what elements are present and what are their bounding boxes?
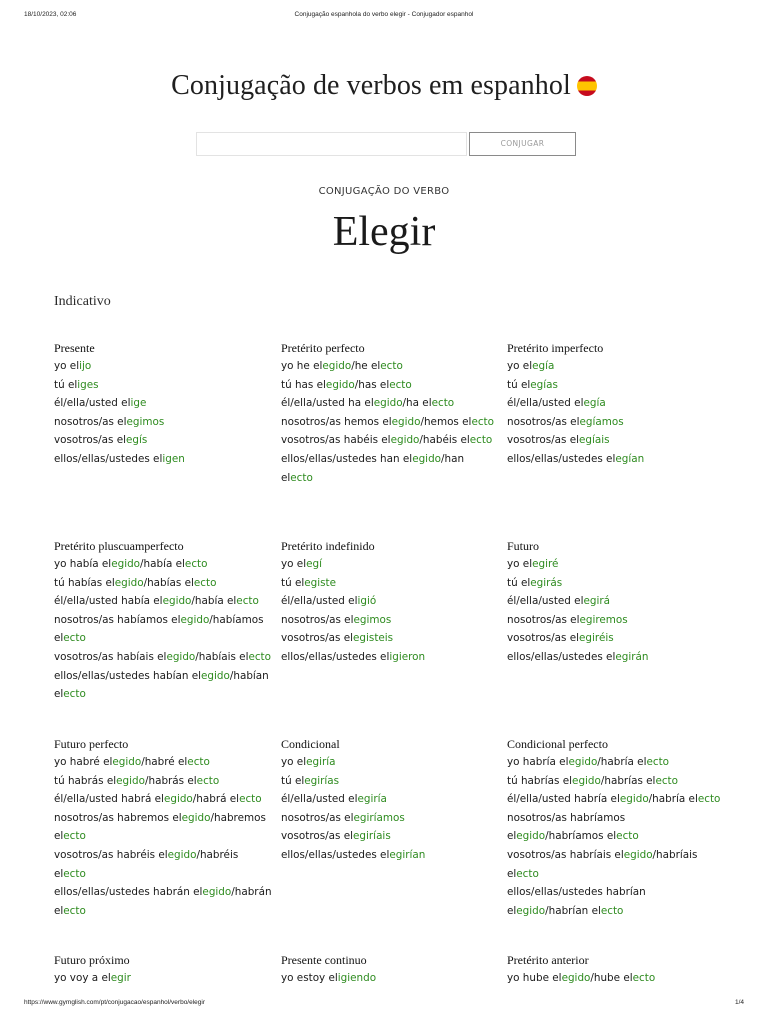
tense-block <box>281 735 499 865</box>
conjugation-form <box>507 969 725 988</box>
conjugation-form <box>507 592 725 611</box>
conjugation-stem: él/ella/usted habrá el <box>54 793 164 806</box>
conjugation-ending: egirías <box>304 774 340 787</box>
conjugation-ending: ecto <box>196 774 220 787</box>
conjugation-ending: egirá <box>583 595 610 608</box>
print-page-number: 1/4 <box>734 999 744 1006</box>
conjugation-ending: egías <box>530 378 558 391</box>
conjugation-ending: ecto <box>697 793 721 806</box>
conjugate-button[interactable]: CONJUGAR <box>469 132 576 156</box>
tense-name: Futuro <box>507 539 540 553</box>
conjugation-form <box>54 648 272 667</box>
conjugation-form <box>507 376 725 395</box>
conjugation-ending: ecto <box>632 972 656 984</box>
conjugation-stem: yo había el <box>54 558 112 570</box>
conjugation-form <box>507 431 725 450</box>
conjugation-form <box>507 809 725 846</box>
conjugation-stem: yo voy a el <box>54 972 111 984</box>
conjugation-ending: igieron <box>389 650 426 663</box>
conjugation-form <box>507 846 725 883</box>
conjugation-ending: ijo <box>79 360 92 372</box>
conjugation-stem: él/ella/usted ha el <box>281 397 374 410</box>
tense-block <box>281 951 499 988</box>
conjugation-stem: /había el <box>140 558 185 570</box>
tense-name: Pretérito perfecto <box>281 341 365 355</box>
conjugation-ending: egido <box>561 972 591 984</box>
conjugation-stem: ellos/ellas/ustedes han el <box>281 452 413 465</box>
conjugation-stem: tú el <box>54 378 78 391</box>
conjugation-stem: /habrían el <box>545 904 601 917</box>
conjugation-ending: egido <box>112 756 142 768</box>
conjugation-form <box>507 357 725 376</box>
conjugation-ending: egido <box>373 397 403 410</box>
conjugation-stem: /habremos el <box>54 811 266 843</box>
conjugation-stem: tú habrías el <box>507 774 573 787</box>
print-date: 18/10/2023, 02:06 <box>24 11 77 18</box>
print-url: https://www.gymglish.com/pt/conjugacao/espanhol/verbo/elegir <box>24 999 206 1006</box>
conjugation-form <box>507 629 725 648</box>
conjugation-stem: tú el <box>281 774 305 787</box>
conjugation-ending: ecto <box>63 867 86 880</box>
conjugation-form <box>54 611 272 648</box>
conjugation-ending: egiste <box>304 576 337 589</box>
conjugation-form <box>54 846 272 883</box>
conjugation-ending: ecto <box>239 793 262 806</box>
conjugation-form <box>54 772 272 791</box>
conjugation-stem: ellos/ellas/ustedes habrán el <box>54 886 203 899</box>
conjugation-form <box>281 431 499 450</box>
conjugation-form <box>54 431 272 450</box>
conjugation-stem: yo habré el <box>54 756 113 768</box>
conjugation-ending: egiréis <box>579 632 614 645</box>
conjugation-stem: nosotros/as el <box>507 415 580 428</box>
conjugation-form <box>507 648 725 667</box>
conjugation-stem: /había el <box>191 595 237 608</box>
conjugation-form <box>281 648 499 667</box>
conjugation-form <box>281 394 499 413</box>
conjugation-stem: /habrán el <box>54 886 272 917</box>
conjugation-stem: él/ella/usted el <box>54 397 131 410</box>
conjugation-stem: yo el <box>507 360 533 372</box>
conjugation-form <box>507 790 725 809</box>
conjugation-ending: egido <box>167 848 197 861</box>
print-document-title: Conjugação espanhola do verbo elegir - Conjugador espanhol <box>294 11 474 18</box>
conjugation-stem: /habrá el <box>192 793 240 806</box>
conjugation-ending: iges <box>77 378 99 391</box>
conjugation-stem: yo habría el <box>507 756 569 768</box>
conjugation-ending: ecto <box>193 576 217 589</box>
conjugation-form <box>281 790 499 809</box>
conjugation-ending: egir <box>110 972 131 984</box>
conjugation-stem: /han el <box>281 452 465 484</box>
tense-name: Futuro perfecto <box>54 737 129 751</box>
conjugation-ending: egirán <box>615 650 649 663</box>
conjugation-ending: egido <box>181 811 211 824</box>
conjugation-ending: igen <box>162 452 185 465</box>
conjugation-ending: egido <box>412 452 442 465</box>
conjugation-form <box>54 574 272 593</box>
conjugation-form <box>281 827 499 846</box>
conjugation-ending: ecto <box>63 904 86 917</box>
conjugation-stem: ellos/ellas/ustedes el <box>507 452 616 465</box>
conjugation-form <box>507 413 725 432</box>
conjugation-form <box>54 753 272 772</box>
conjugation-ending: egido <box>180 613 210 626</box>
conjugation-ending: egido <box>325 378 355 391</box>
conjugation-form <box>54 969 272 988</box>
conjugation-ending: egido <box>390 434 420 447</box>
conjugation-stem: vosotros/as habíais el <box>54 650 167 663</box>
conjugation-ending: egíamos <box>579 415 624 428</box>
conjugation-form <box>507 450 725 469</box>
conjugation-stem: yo he el <box>281 360 323 372</box>
conjugation-ending: ecto <box>469 434 493 447</box>
conjugation-stem: /habríamos el <box>545 830 617 843</box>
verb-conjugation-kicker: CONJUGAÇÃO DO VERBO <box>318 186 450 197</box>
conjugation-ending: egido <box>619 793 649 806</box>
conjugation-form <box>281 555 499 574</box>
conjugation-form <box>507 772 725 791</box>
tense-name: Futuro próximo <box>54 953 130 967</box>
conjugation-stem: /habríais el <box>507 848 698 880</box>
conjugation-stem: él/ella/usted habría el <box>507 793 620 806</box>
conjugation-stem: nosotros/as el <box>54 415 127 428</box>
conjugation-ending: egimos <box>126 415 165 428</box>
verb-title: Elegir <box>332 209 436 255</box>
conjugation-form <box>281 969 499 988</box>
conjugation-ending: egido <box>322 360 352 372</box>
conjugation-form <box>54 394 272 413</box>
conjugation-stem: vosotros/as el <box>507 632 580 645</box>
conjugation-form <box>281 753 499 772</box>
conjugation-stem: yo hube el <box>507 972 562 984</box>
conjugation-stem: ellos/ellas/ustedes habrían el <box>507 886 646 917</box>
site-title <box>0 70 768 102</box>
conjugation-stem: /habían el <box>54 669 269 701</box>
conjugation-stem: vosotros/as el <box>281 632 354 645</box>
conjugation-ending: egiría <box>357 793 387 806</box>
conjugation-form <box>54 555 272 574</box>
conjugation-stem: /habíais el <box>195 650 249 663</box>
conjugation-ending: ecto <box>600 904 624 917</box>
conjugation-stem: él/ella/usted el <box>281 595 358 608</box>
conjugation-ending: egido <box>111 558 141 570</box>
conjugation-ending: ecto <box>431 397 455 410</box>
conjugation-ending: ecto <box>236 595 259 608</box>
conjugation-form <box>54 357 272 376</box>
conjugation-ending: egido <box>516 904 546 917</box>
conjugation-stem: nosotros/as el <box>281 613 354 626</box>
conjugation-stem: vosotros/as habríais el <box>507 848 624 861</box>
conjugation-stem: tú el <box>507 576 531 589</box>
conjugation-form <box>507 574 725 593</box>
conjugation-stem: tú habías el <box>54 576 115 589</box>
conjugation-form <box>281 357 499 376</box>
spain-flag-icon <box>577 76 597 96</box>
conjugation-ending: egían <box>615 452 645 465</box>
conjugation-form <box>54 450 272 469</box>
tense-name: Pretérito indefinido <box>281 539 375 553</box>
tense-name: Pretérito imperfecto <box>507 341 604 355</box>
conjugation-ending: egiríais <box>353 830 391 843</box>
conjugation-stem: él/ella/usted el <box>507 397 584 410</box>
conjugation-ending: egís <box>126 434 148 447</box>
conjugation-stem: tú habrás el <box>54 774 117 787</box>
conjugation-stem: nosotros/as el <box>281 811 354 824</box>
conjugation-ending: ecto <box>516 867 539 880</box>
conjugation-form <box>281 772 499 791</box>
conjugation-stem: tú el <box>281 576 305 589</box>
conjugation-ending: egía <box>532 360 555 372</box>
tense-block <box>507 339 725 469</box>
conjugation-stem: yo el <box>507 558 533 570</box>
conjugation-form <box>281 629 499 648</box>
conjugation-ending: ecto <box>655 774 678 787</box>
conjugation-ending: egí <box>306 558 322 570</box>
conjugation-stem: vosotros/as el <box>54 434 127 447</box>
print-header <box>24 11 744 23</box>
conjugation-stem: /habréis el <box>54 848 239 880</box>
conjugation-ending: ige <box>130 397 147 410</box>
conjugation-ending: egido <box>202 886 232 899</box>
conjugation-form <box>507 611 725 630</box>
conjugation-ending: ecto <box>290 471 313 484</box>
conjugation-ending: ecto <box>63 632 86 645</box>
conjugation-form <box>54 667 272 704</box>
tense-block <box>54 735 272 920</box>
conjugation-form <box>281 592 499 611</box>
conjugation-stem: ellos/ellas/ustedes el <box>281 848 390 861</box>
tense-block <box>54 537 272 704</box>
conjugation-form <box>54 883 272 920</box>
tense-block <box>507 537 725 667</box>
tense-block <box>507 951 725 988</box>
conjugation-stem: /habías el <box>143 576 194 589</box>
conjugation-stem: /habría el <box>648 793 698 806</box>
conjugation-stem: /habré el <box>141 756 188 768</box>
tense-block <box>54 951 272 988</box>
conjugation-ending: egirían <box>389 848 426 861</box>
conjugation-stem: ellos/ellas/ustedes habían el <box>54 669 202 682</box>
tense-name: Presente continuo <box>281 953 367 967</box>
mood-heading: Indicativo <box>54 294 111 309</box>
conjugation-ending: egiré <box>532 558 559 570</box>
conjugation-stem: /has el <box>354 378 390 391</box>
conjugation-ending: ecto <box>646 756 670 768</box>
conjugation-ending: ecto <box>63 830 86 843</box>
conjugation-stem: yo estoy el <box>281 972 338 984</box>
conjugation-ending: egido <box>116 774 145 787</box>
conjugation-stem: ellos/ellas/ustedes el <box>54 452 163 465</box>
tense-name: Presente <box>54 341 95 355</box>
tense-block <box>54 339 272 469</box>
conjugation-stem: vosotros/as habréis el <box>54 848 168 861</box>
conjugation-stem: /habíamos el <box>54 613 264 645</box>
verb-search-input[interactable] <box>196 132 467 156</box>
conjugation-stem: tú el <box>507 378 531 391</box>
conjugation-ending: igiendo <box>337 972 377 984</box>
tense-name: Condicional perfecto <box>507 737 608 751</box>
conjugation-stem: nosotros/as habíamos el <box>54 613 181 626</box>
conjugation-form <box>281 846 499 865</box>
conjugation-ending: egisteis <box>353 632 394 645</box>
conjugation-ending: egiremos <box>579 613 628 626</box>
conjugation-form <box>281 574 499 593</box>
tense-name: Pretérito anterior <box>507 953 589 967</box>
conjugation-ending: egido <box>572 774 601 787</box>
conjugation-ending: egimos <box>353 613 392 626</box>
conjugation-form <box>507 555 725 574</box>
conjugation-ending: ecto <box>389 378 412 391</box>
conjugation-ending: igió <box>357 595 377 608</box>
conjugation-stem: /habéis el <box>419 434 470 447</box>
conjugation-stem: yo el <box>54 360 80 372</box>
conjugation-ending: egido <box>166 650 196 663</box>
conjugation-stem: nosotros/as hemos el <box>281 415 392 428</box>
conjugation-form <box>281 450 499 487</box>
conjugation-ending: egido <box>391 415 421 428</box>
conjugation-form <box>507 883 725 920</box>
conjugation-ending: ecto <box>471 415 494 428</box>
conjugation-stem: él/ella/usted había el <box>54 595 163 608</box>
conjugation-form <box>54 809 272 846</box>
conjugation-stem: ellos/ellas/ustedes el <box>281 650 390 663</box>
tense-block <box>281 339 499 487</box>
conjugation-stem: /hube el <box>590 972 633 984</box>
conjugation-ending: egiría <box>306 756 336 768</box>
conjugation-stem: /he el <box>351 360 381 372</box>
conjugation-form <box>54 790 272 809</box>
site-title-text: Conjugação de verbos em espanhol <box>171 70 571 101</box>
conjugation-ending: ecto <box>380 360 403 372</box>
conjugation-form <box>507 394 725 413</box>
conjugation-stem: /habrías el <box>600 774 656 787</box>
conjugation-ending: egido <box>163 793 193 806</box>
conjugation-stem: él/ella/usted el <box>281 793 358 806</box>
conjugation-ending: egido <box>568 756 598 768</box>
conjugation-stem: vosotros/as el <box>507 434 580 447</box>
conjugation-ending: egido <box>162 595 192 608</box>
conjugation-form <box>281 376 499 395</box>
conjugation-ending: egido <box>516 830 546 843</box>
conjugation-stem: yo el <box>281 558 307 570</box>
conjugation-ending: ecto <box>616 830 639 843</box>
conjugation-stem: /ha el <box>402 397 432 410</box>
conjugation-ending: egíais <box>579 434 610 447</box>
conjugation-ending: egía <box>583 397 606 410</box>
conjugation-stem: nosotros/as el <box>507 613 580 626</box>
tense-block <box>507 735 725 920</box>
conjugation-ending: egido <box>623 848 653 861</box>
conjugation-stem: tú has el <box>281 378 326 391</box>
conjugation-ending: ecto <box>187 756 210 768</box>
conjugation-stem: ellos/ellas/ustedes el <box>507 650 616 663</box>
conjugation-ending: ecto <box>63 688 86 701</box>
conjugation-ending: egiríamos <box>353 811 405 824</box>
conjugation-form <box>281 809 499 828</box>
conjugation-stem: nosotros/as habríamos el <box>507 811 626 843</box>
conjugation-stem: él/ella/usted el <box>507 595 584 608</box>
conjugation-form <box>281 413 499 432</box>
conjugation-stem: vosotros/as el <box>281 830 354 843</box>
conjugation-stem: nosotros/as habremos el <box>54 811 182 824</box>
tense-name: Condicional <box>281 737 340 751</box>
tense-name: Pretérito pluscuamperfecto <box>54 539 184 553</box>
conjugation-stem: yo el <box>281 756 307 768</box>
conjugation-ending: ecto <box>184 558 208 570</box>
conjugation-form <box>54 592 272 611</box>
conjugation-form <box>54 413 272 432</box>
conjugation-form <box>54 376 272 395</box>
conjugation-ending: egirás <box>530 576 563 589</box>
conjugation-ending: egido <box>114 576 144 589</box>
conjugation-stem: vosotros/as habéis el <box>281 434 391 447</box>
conjugation-form <box>507 753 725 772</box>
conjugation-ending: ecto <box>248 650 271 663</box>
conjugation-form <box>281 611 499 630</box>
print-footer <box>24 999 744 1011</box>
conjugation-stem: /habría el <box>597 756 647 768</box>
conjugation-stem: /hemos el <box>420 415 472 428</box>
conjugation-ending: egido <box>201 669 230 682</box>
tense-block <box>281 537 499 667</box>
conjugation-stem: /habrás el <box>144 774 197 787</box>
